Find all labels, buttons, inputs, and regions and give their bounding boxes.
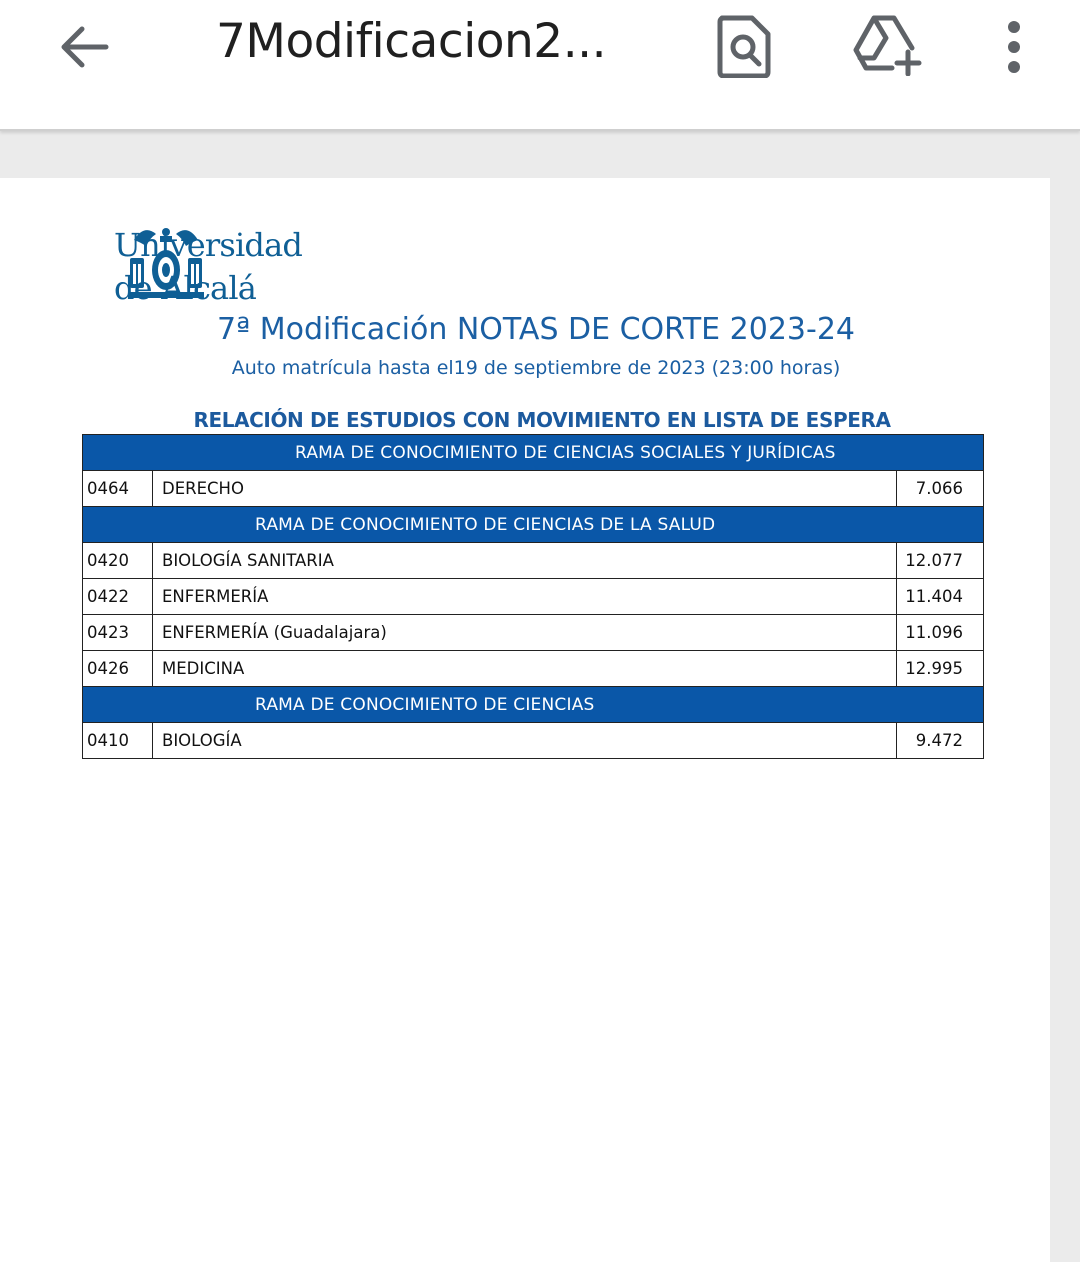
table-row [83,723,984,759]
table-row [83,579,984,615]
cutoff-scores-table [82,434,984,759]
study-name: ENFERMERÍA [153,579,897,615]
cutoff-score: 12.077 [897,543,984,579]
study-name: BIOLOGÍA SANITARIA [153,543,897,579]
table-row [83,615,984,651]
pdf-page [0,178,1050,1262]
branch-name: RAMA DE CONOCIMIENTO DE CIENCIAS SOCIALES Y JURÍDICAS [295,442,836,463]
branch-header-row [83,687,984,723]
branch-header [83,507,984,543]
app-bar [0,0,1080,131]
branch-header [83,687,984,723]
cutoff-score: 11.096 [897,615,984,651]
arrow-left-icon[interactable] [56,22,112,72]
study-name: ENFERMERÍA (Guadalajara) [153,615,897,651]
add-to-drive-icon[interactable] [852,14,924,76]
study-code: 0423 [83,615,153,651]
logo-line-2: de Alcalá [114,269,257,307]
table-row [83,651,984,687]
find-in-page-icon[interactable] [716,14,772,78]
branch-header [83,435,984,471]
more-vert-icon[interactable] [994,18,1034,76]
table-row [83,543,984,579]
study-code: 0420 [83,543,153,579]
cutoff-score: 12.995 [897,651,984,687]
branch-name: RAMA DE CONOCIMIENTO DE CIENCIAS [255,694,595,715]
study-code: 0426 [83,651,153,687]
table-row [83,471,984,507]
page-subtitle: Auto matrícula hasta el19 de septiembre de 2023 (23:00 horas) [231,357,841,379]
study-code: 0410 [83,723,153,759]
study-code: 0422 [83,579,153,615]
study-name: MEDICINA [153,651,897,687]
cutoff-score: 9.472 [897,723,984,759]
cutoff-score: 7.066 [897,471,984,507]
logo-line-1: Universidad [114,226,303,264]
branch-header-row [83,435,984,471]
study-name: DERECHO [153,471,897,507]
study-code: 0464 [83,471,153,507]
page-title: 7ª Modificación NOTAS DE CORTE 2023-24 [216,312,855,347]
study-name: BIOLOGÍA [153,723,897,759]
cutoff-score: 11.404 [897,579,984,615]
section-heading: RELACIÓN DE ESTUDIOS CON MOVIMIENTO EN LISTA DE ESPERA [193,408,891,432]
university-name-logo [114,224,302,310]
document-title: 7Modificacion2... [216,14,607,69]
branch-header-row [83,507,984,543]
branch-name: RAMA DE CONOCIMIENTO DE CIENCIAS DE LA SALUD [255,514,716,535]
